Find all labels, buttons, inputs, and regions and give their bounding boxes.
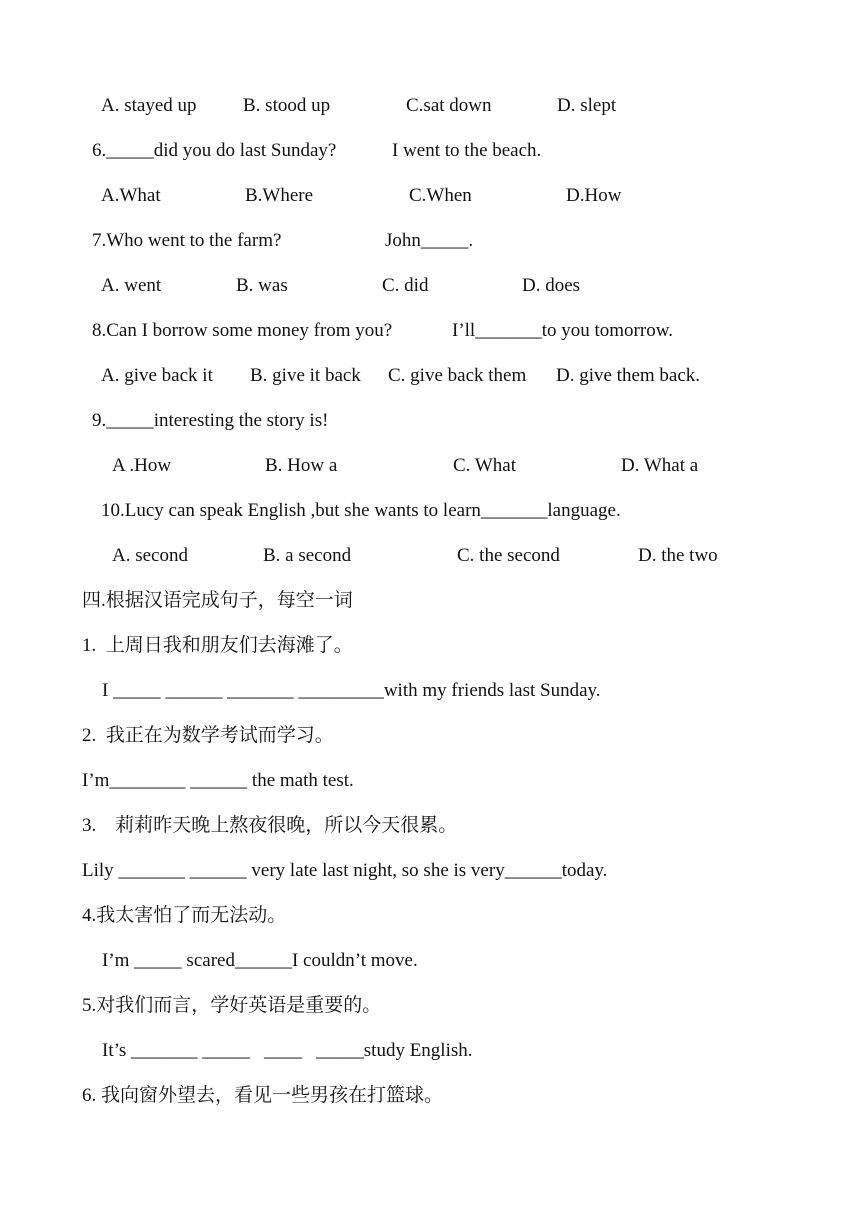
option-c: C.When [409, 185, 472, 206]
sentence-3-english: Lily _______ ______ very late last night, so she is very______today. [82, 860, 608, 881]
option-d: D. does [522, 275, 581, 296]
option-d: D. the two [638, 545, 718, 566]
sentence-1-chinese: 1. 上周日我和朋友们去海滩了。 [82, 635, 353, 656]
option-d: D. slept [557, 95, 617, 116]
sentence-3-chinese: 3. 莉莉昨天晚上熬夜很晚，所以今天很累。 [82, 815, 458, 836]
question-9: 9._____interesting the story is! [92, 410, 329, 431]
option-b: B. a second [263, 545, 352, 566]
option-b: B. was [236, 275, 288, 296]
section-heading: 四.根据汉语完成句子，每空一词 [82, 590, 353, 611]
option-c: C. What [453, 455, 516, 476]
question-8: 8.Can I borrow some money from you? [92, 320, 393, 341]
option-a: A. went [101, 275, 162, 296]
sentence-4-english: I’m _____ scared______I couldn’t move. [102, 950, 418, 971]
option-a: A. second [112, 545, 188, 566]
option-c: C. did [382, 275, 429, 296]
sentence-4-chinese: 4.我太害怕了而无法动。 [82, 905, 287, 926]
question-10: 10.Lucy can speak English ,but she wants to learn_______language. [101, 500, 621, 521]
option-d: D. give them back. [556, 365, 701, 386]
option-c: C. the second [457, 545, 560, 566]
sentence-5-chinese: 5.对我们而言，学好英语是重要的。 [82, 995, 382, 1016]
question-6-answer: I went to the beach. [392, 140, 542, 161]
option-c: C. give back them [388, 365, 527, 386]
option-a: A .How [112, 455, 172, 476]
question-8-answer: I’ll_______to you tomorrow. [452, 320, 673, 341]
option-c: C.sat down [406, 95, 492, 116]
option-a: A. give back it [101, 365, 213, 386]
question-7: 7.Who went to the farm? [92, 230, 282, 251]
sentence-6-chinese: 6. 我向窗外望去，看见一些男孩在打篮球。 [82, 1085, 444, 1106]
option-d: D. What a [621, 455, 699, 476]
sentence-1-english: I _____ ______ _______ _________with my friends last Sunday. [102, 680, 601, 701]
option-a: A.What [101, 185, 161, 206]
option-d: D.How [566, 185, 622, 206]
sentence-2-english: I’m________ ______ the math test. [82, 770, 354, 791]
option-b: B. give it back [250, 365, 361, 386]
option-b: B. stood up [243, 95, 331, 116]
question-7-answer: John_____. [385, 230, 474, 251]
sentence-5-english: It’s _______ _____ ____ _____study English. [102, 1040, 473, 1061]
option-b: B. How a [265, 455, 338, 476]
option-b: B.Where [245, 185, 314, 206]
option-a: A. stayed up [101, 95, 197, 116]
sentence-2-chinese: 2. 我正在为数学考试而学习。 [82, 725, 334, 746]
question-6: 6._____did you do last Sunday? [92, 140, 337, 161]
